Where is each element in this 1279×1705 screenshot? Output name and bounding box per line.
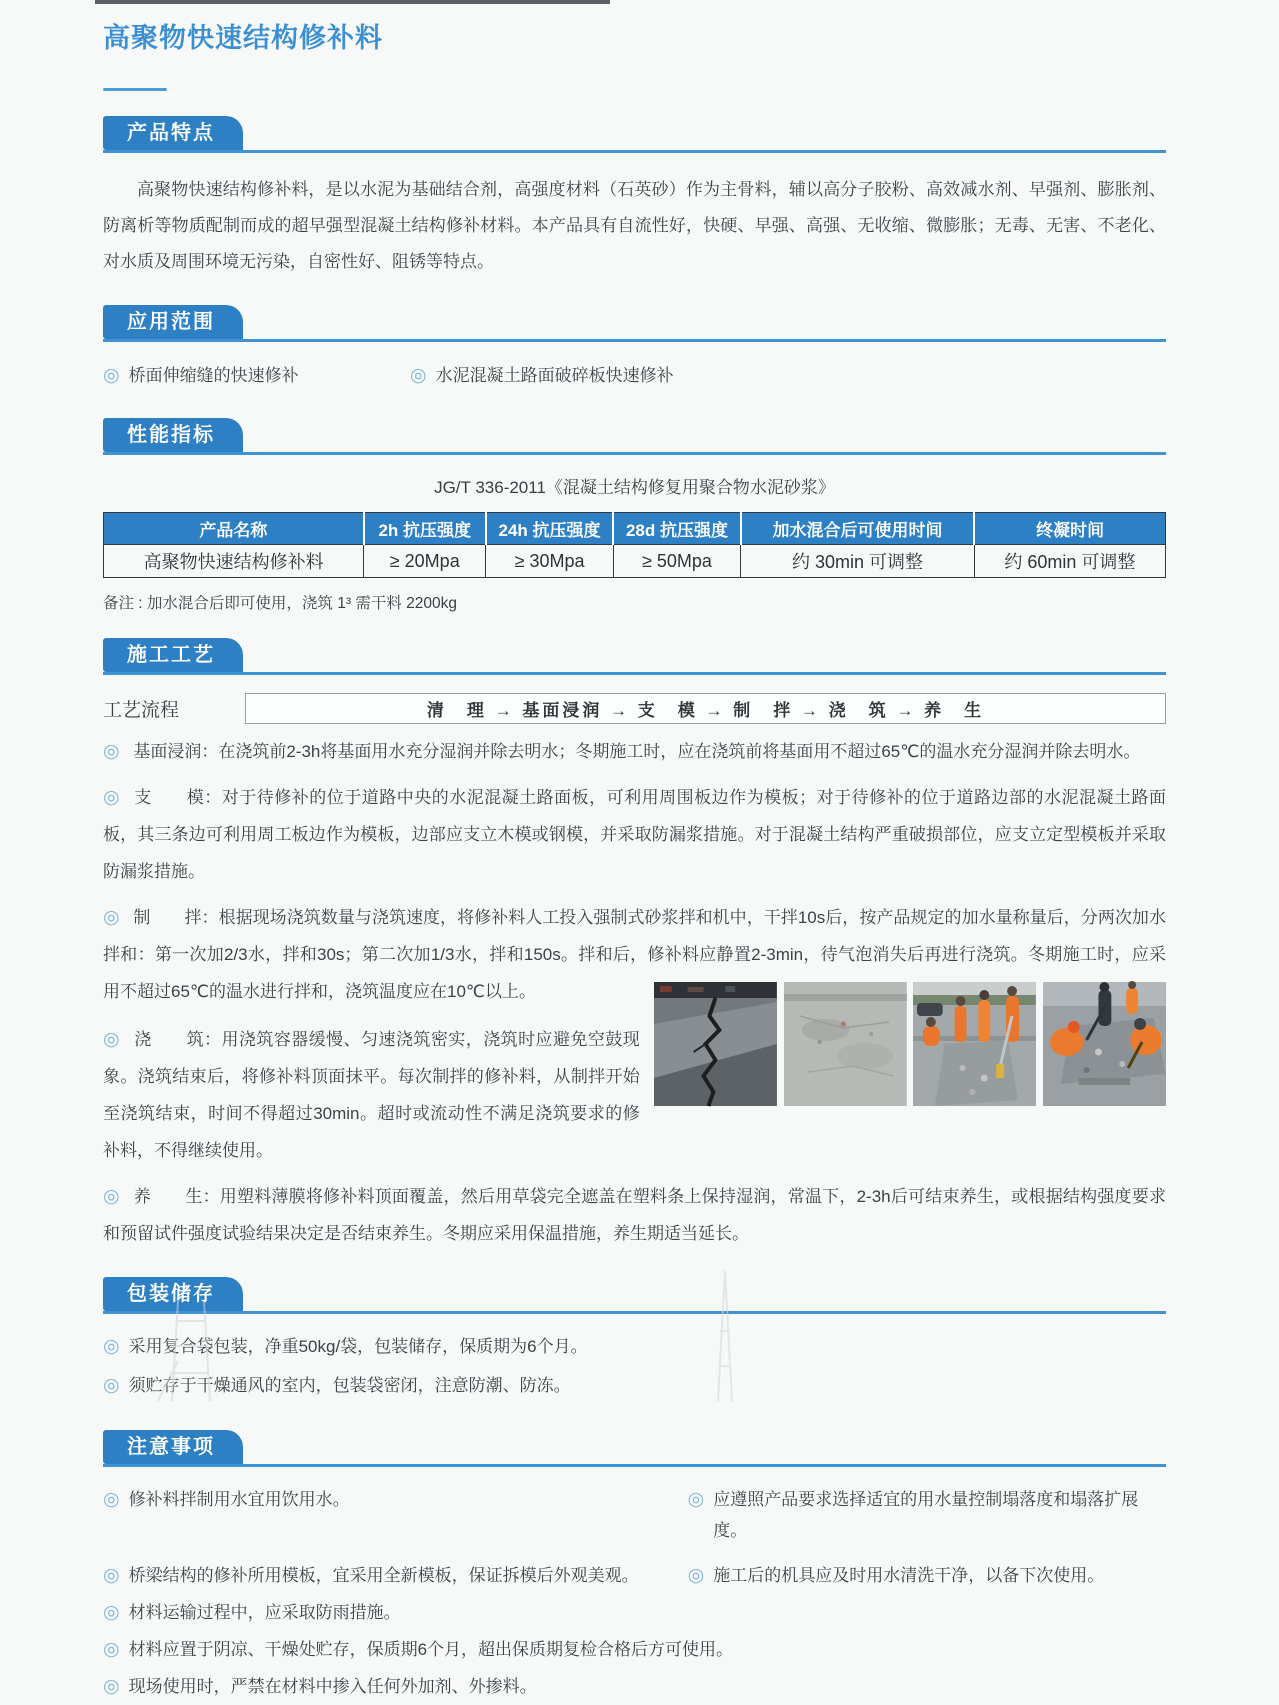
note-item-label: 桥梁结构的修补所用模板，宜采用全新模板，保证拆模后外观美观。 bbox=[128, 1566, 639, 1585]
ring-bullet-icon: ◎ bbox=[103, 1029, 121, 1050]
table-cell: 高聚物快速结构修补料 bbox=[104, 545, 364, 578]
ring-bullet-icon: ◎ bbox=[103, 1375, 120, 1396]
section-notes bbox=[103, 1430, 1166, 1705]
process-flow-row bbox=[103, 693, 1166, 724]
table-cell: ≥ 50Mpa bbox=[613, 545, 740, 578]
table-header-cell: 加水混合后可使用时间 bbox=[741, 513, 975, 545]
list-item bbox=[103, 1594, 1166, 1631]
list-item bbox=[103, 1481, 688, 1549]
construction-step-text: 基面浸润：在浇筑前2-3h将基面用水充分湿润并除去明水；冬期施工时，应在浇筑前将基面用不超过65℃的温水充分湿润并除去明水。 bbox=[133, 742, 1141, 761]
process-flow-label: 工艺流程 bbox=[103, 700, 180, 721]
standard-reference: JG/T 336-2011《混凝土结构修复用聚合物水泥砂浆》 bbox=[434, 478, 835, 497]
application-items bbox=[103, 359, 1166, 393]
note-item-label: 现场使用时，严禁在材料中掺入任何外加剂、外掺料。 bbox=[128, 1677, 537, 1696]
notes-two-column-list bbox=[103, 1481, 1166, 1594]
damaged-slab-photo bbox=[784, 982, 907, 1106]
list-item bbox=[103, 1631, 1166, 1668]
section-construction bbox=[103, 638, 1166, 1252]
table-header-cell: 24h 抗压强度 bbox=[486, 513, 613, 545]
note-item-label: 材料应置于阴凉、干燥处贮存，保质期6个月，超出保质期复检合格后方可使用。 bbox=[128, 1640, 734, 1659]
ring-bullet-icon: ◎ bbox=[410, 365, 427, 386]
pour-step-and-photos bbox=[103, 1012, 1166, 1169]
construction-step bbox=[103, 1021, 640, 1169]
ring-bullet-icon: ◎ bbox=[103, 1336, 120, 1357]
section-tab-performance: 性能指标 bbox=[103, 418, 243, 452]
construction-step bbox=[103, 1178, 1166, 1252]
section-storage bbox=[103, 1277, 1166, 1405]
manual-repair-crew-photo bbox=[1043, 982, 1166, 1106]
ring-bullet-icon: ◎ bbox=[103, 1565, 120, 1586]
list-item bbox=[103, 359, 410, 393]
note-item-label: 应遵照产品要求选择适宜的用水量控制塌落度和塌落扩展度。 bbox=[713, 1490, 1139, 1540]
section-tab-storage: 包装储存 bbox=[103, 1277, 243, 1311]
construction-step-text: 浇 筑：用浇筑容器缓慢、匀速浇筑密实，浇筑时应避免空鼓现象。浇筑结束后，将修补料顶面抹平。每次制拌的修补料，从制拌开始至浇筑结束，时间不得超过30min。超时或流动性不满足浇筑要求的修补料，不得继续使用。 bbox=[103, 1030, 640, 1160]
section-header-notes bbox=[103, 1430, 1166, 1467]
title-underline bbox=[103, 88, 167, 91]
section-tab-construction: 施工工艺 bbox=[103, 638, 243, 672]
section-header-features bbox=[103, 116, 1166, 153]
table-note: 备注 : 加水混合后即可使用，浇筑 1³ 需干料 2200kg bbox=[103, 595, 457, 612]
list-item bbox=[103, 1366, 1166, 1405]
construction-step bbox=[103, 733, 1166, 770]
ring-bullet-icon: ◎ bbox=[103, 907, 120, 928]
table-header-cell: 终凝时间 bbox=[974, 513, 1165, 545]
table-header-cell: 产品名称 bbox=[104, 513, 364, 545]
site-photos-strip bbox=[654, 982, 1166, 1169]
table-header-cell: 2h 抗压强度 bbox=[364, 513, 486, 545]
table-header-cell: 28d 抗压强度 bbox=[613, 513, 740, 545]
cracked-pavement-photo bbox=[654, 982, 777, 1106]
table-cell: ≥ 30Mpa bbox=[486, 545, 613, 578]
section-header-performance bbox=[103, 418, 1166, 455]
performance-table bbox=[103, 512, 1166, 578]
section-tab-features: 产品特点 bbox=[103, 116, 243, 150]
process-flow-box bbox=[245, 693, 1166, 724]
section-tab-notes: 注意事项 bbox=[103, 1430, 243, 1464]
ring-bullet-icon: ◎ bbox=[103, 741, 120, 762]
ring-bullet-icon: ◎ bbox=[103, 1489, 120, 1510]
application-item-label: 水泥混凝土路面破碎板快速修补 bbox=[435, 366, 674, 385]
section-application bbox=[103, 305, 1166, 393]
section-header-storage bbox=[103, 1277, 1166, 1314]
table-cell: 约 30min 可调整 bbox=[741, 545, 975, 578]
section-tab-application: 应用范围 bbox=[103, 305, 243, 339]
table-cell: 约 60min 可调整 bbox=[974, 545, 1165, 578]
features-paragraph: 高聚物快速结构修补料，是以水泥为基础结合剂，高强度材料（石英砂）作为主骨料，辅以高分子胶粉、高效减水剂、早强剂、膨胀剂、防离析等物质配制而成的超早强型混凝土结构修补材料。本产品具有自流性好，快硬、早强、高强、无收缩、微膨胀；无毒、无害、不老化、对水质及周围环境无污染，自密性好、阻锈等特点。 bbox=[103, 180, 1166, 271]
list-item bbox=[410, 359, 674, 393]
note-item-label: 修补料拌制用水宜用饮用水。 bbox=[128, 1490, 350, 1509]
construction-step bbox=[103, 779, 1166, 890]
bridge-tower-watermark bbox=[148, 1301, 238, 1401]
notes-full-width-list bbox=[103, 1594, 1166, 1705]
storage-items bbox=[103, 1327, 1166, 1405]
table-cell: ≥ 20Mpa bbox=[364, 545, 486, 578]
page-title: 高聚物快速结构修补料 bbox=[103, 23, 383, 53]
list-item bbox=[103, 1668, 1166, 1705]
ring-bullet-icon: ◎ bbox=[103, 787, 121, 808]
list-item bbox=[103, 1327, 1166, 1366]
ring-bullet-icon: ◎ bbox=[103, 1639, 120, 1660]
repair-crew-pouring-photo bbox=[913, 982, 1036, 1106]
note-item-label: 施工后的机具应及时用水清洗干净，以备下次使用。 bbox=[713, 1566, 1105, 1585]
ring-bullet-icon: ◎ bbox=[687, 1489, 705, 1510]
list-item bbox=[688, 1557, 1166, 1594]
note-item-label: 材料运输过程中，应采取防雨措施。 bbox=[128, 1603, 401, 1622]
table-header-row bbox=[104, 513, 1166, 545]
application-item-label: 桥面伸缩缝的快速修补 bbox=[128, 366, 299, 385]
section-header-construction bbox=[103, 638, 1166, 675]
ring-bullet-icon: ◎ bbox=[103, 1676, 120, 1697]
ring-bullet-icon: ◎ bbox=[103, 1186, 120, 1207]
construction-step-text: 养 生：用塑料薄膜将修补料顶面覆盖，然后用草袋完全遮盖在塑料条上保持湿润，常温下，2-3h后可结束养生，或根据结构强度要求和预留试件强度试验结果决定是否结束养生。冬期应采用保温措施，养生期适当延长。 bbox=[103, 1187, 1166, 1243]
ring-bullet-icon: ◎ bbox=[103, 365, 120, 386]
ring-bullet-icon: ◎ bbox=[687, 1565, 705, 1586]
spire-watermark bbox=[700, 1271, 750, 1401]
table-row bbox=[104, 545, 1166, 578]
storage-item-label: 采用复合袋包装，净重50kg/袋，包装储存，保质期为6个月。 bbox=[128, 1337, 588, 1356]
process-flow-text: 清 理 → 基面浸润 → 支 模 → 制 拌 → 浇 筑 → 养 生 bbox=[426, 701, 985, 720]
construction-step-text: 制 拌：根据现场浇筑数量与浇筑速度，将修补料人工投入强制式砂浆拌和机中，干拌10s后，按产品规定的加水量称量后，分两次加水拌和：第一次加2/3水，拌和30s；第二次加1/3水，拌和150s。拌和后，修补料应静置2-3min，待气泡消失后再进行浇筑。冬期施工时，应采用不超过65℃的温水进行拌和，浇筑温度应在10℃以上。 bbox=[103, 908, 1166, 1001]
section-performance bbox=[103, 418, 1166, 613]
storage-item-label: 须贮存于干燥通风的室内，包装袋密闭，注意防潮、防冻。 bbox=[128, 1376, 571, 1395]
ring-bullet-icon: ◎ bbox=[103, 1602, 120, 1623]
construction-step-text: 支 模：对于待修补的位于道路中央的水泥混凝土路面板，可利用周围板边作为模板；对于待修补的位于道路边部的水泥混凝土路面板，其三条边可利用周工板边作为模板，边部应支立木模或钢模，并采取防漏浆措施。对于混凝土结构严重破损部位，应支立定型模板并采取防漏浆措施。 bbox=[103, 788, 1166, 881]
list-item bbox=[688, 1481, 1166, 1549]
section-header-application bbox=[103, 305, 1166, 342]
section-features bbox=[103, 116, 1166, 280]
list-item bbox=[103, 1557, 688, 1594]
